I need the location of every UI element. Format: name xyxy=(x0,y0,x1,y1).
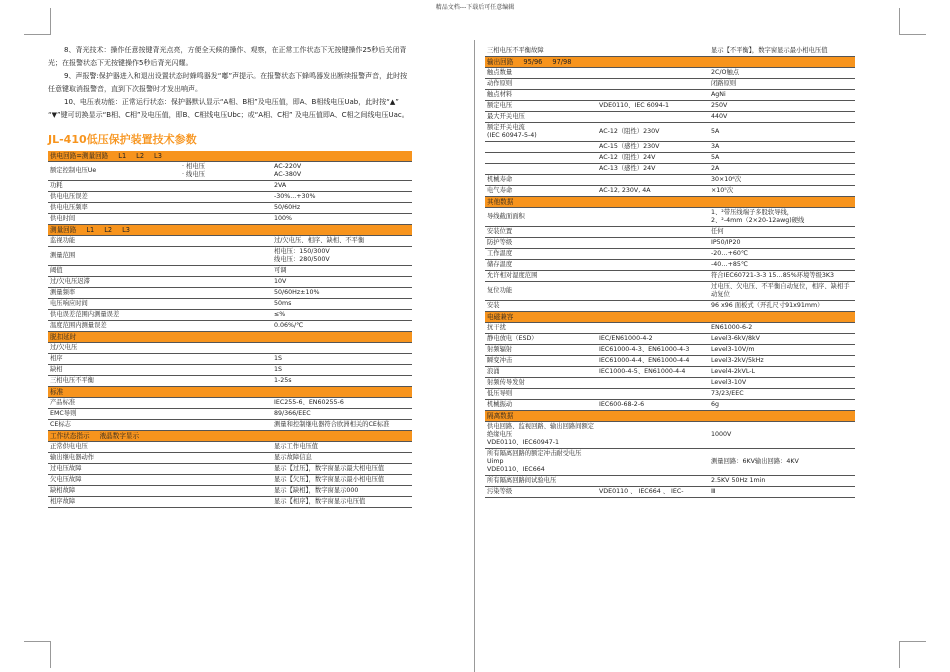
spec-row xyxy=(48,287,412,298)
param-name: 额定电压 xyxy=(485,101,597,112)
param-name: 测量范围 xyxy=(48,246,180,265)
spec-row xyxy=(485,301,855,312)
spec-row xyxy=(485,101,855,112)
spec-row xyxy=(485,186,855,197)
section-title: 电磁兼容 xyxy=(485,312,855,323)
param-value: Level3-2kV/5kHz xyxy=(709,356,855,367)
param-value: AgNi xyxy=(709,90,855,101)
param-value: 显示【相序】，数字窗显示电压值 xyxy=(272,496,412,507)
param-value: 显示故障信息 xyxy=(272,452,412,463)
param-value: 6g xyxy=(709,400,855,411)
param-condition xyxy=(180,287,272,298)
spec-row xyxy=(48,161,412,180)
param-value: 相电压：150/300V 线电压：280/500V xyxy=(272,246,412,265)
spec-row xyxy=(48,496,412,507)
section-header xyxy=(485,197,855,208)
param-name: EMC导则 xyxy=(48,408,180,419)
param-name: 额定开关电流 (IEC 60947-5-4) xyxy=(485,123,597,142)
param-condition xyxy=(597,260,709,271)
spec-row xyxy=(48,202,412,213)
param-name: 机械振动 xyxy=(485,400,597,411)
param-value: 1S xyxy=(272,364,412,375)
param-value: 过电压、欠电压、不平衡自动复位，相序、缺相手动复位 xyxy=(709,282,855,301)
param-value: 任何 xyxy=(709,227,855,238)
spec-row xyxy=(48,375,412,386)
param-condition xyxy=(180,375,272,386)
section-header xyxy=(485,312,855,323)
param-condition xyxy=(597,46,709,57)
spec-row xyxy=(485,334,855,345)
param-name: 工作温度 xyxy=(485,249,597,260)
right-spec-table xyxy=(485,46,855,498)
spec-row xyxy=(485,378,855,389)
spec-row xyxy=(48,298,412,309)
spec-row xyxy=(485,208,855,227)
param-name: 静电放电（ESD） xyxy=(485,334,597,345)
spec-row xyxy=(48,474,412,485)
param-condition xyxy=(597,476,709,487)
spec-row xyxy=(48,213,412,224)
param-name: 供电电压误差 xyxy=(48,191,180,202)
param-value: IP50/IP20 xyxy=(709,238,855,249)
param-condition: AC-12（阻性）230V xyxy=(597,123,709,142)
param-name: 所有隔离回路的额定冲击耐受电压Uimp VDE0110、IEC664 xyxy=(485,449,597,476)
param-name: 复位功能 xyxy=(485,282,597,301)
param-condition: AC-13（感性）24V xyxy=(597,164,709,175)
param-value: Level3-10V/m xyxy=(709,345,855,356)
spec-row xyxy=(485,449,855,476)
crop-mark-bottom-left xyxy=(24,641,51,668)
spec-row xyxy=(485,79,855,90)
spec-row xyxy=(48,419,412,430)
param-name: 欠电压故障 xyxy=(48,474,180,485)
param-name: 供电时间 xyxy=(48,213,180,224)
param-condition xyxy=(597,227,709,238)
param-value: 2C/O触点 xyxy=(709,68,855,79)
param-value: 显示【不平衡】，数字窗显示最小相电压值 xyxy=(709,46,855,57)
param-name: 电气寿命 xyxy=(485,186,597,197)
param-name: 安装位置 xyxy=(485,227,597,238)
spec-row xyxy=(485,238,855,249)
spec-row xyxy=(48,191,412,202)
param-value: ×10⁵次 xyxy=(709,186,855,197)
param-value xyxy=(272,342,412,353)
param-value: -40…+85℃ xyxy=(709,260,855,271)
left-spec-table xyxy=(48,151,412,508)
param-value: 96 x96 面板式（开孔尺寸91x91mm） xyxy=(709,301,855,312)
param-name xyxy=(485,153,597,164)
param-value: 测量和控制继电器符合欧洲相关的CE标准 xyxy=(272,419,412,430)
param-name: 射频传导发射 xyxy=(485,378,597,389)
spec-row xyxy=(48,463,412,474)
param-condition xyxy=(597,238,709,249)
spec-row xyxy=(485,345,855,356)
param-name: 最大开关电压 xyxy=(485,112,597,123)
param-condition: · 相电压 · 线电压 xyxy=(180,161,272,180)
spec-row xyxy=(485,487,855,498)
param-name: 所有隔离回路间试验电压 xyxy=(485,476,597,487)
param-value: 5A xyxy=(709,123,855,142)
section-title: 标准 xyxy=(48,386,412,397)
param-name: 产品标准 xyxy=(48,397,180,408)
section-header xyxy=(485,57,855,68)
spec-row xyxy=(485,112,855,123)
param-name: 功耗 xyxy=(48,180,180,191)
param-value: 闭路原则 xyxy=(709,79,855,90)
param-condition xyxy=(180,408,272,419)
param-condition xyxy=(597,301,709,312)
spec-row xyxy=(485,476,855,487)
param-condition: VDE0110、IEC 6094-1 xyxy=(597,101,709,112)
param-name: 测量频率 xyxy=(48,287,180,298)
param-value: 1、²带压线端子多股软导线， 2、²-4mm（2×20-12awg)硬线 xyxy=(709,208,855,227)
param-value: Level3-10V xyxy=(709,378,855,389)
param-name: 三相电压不平衡故障 xyxy=(485,46,597,57)
param-condition: IEC/EN61000-4-2 xyxy=(597,334,709,345)
param-name: 机械寿命 xyxy=(485,175,597,186)
spec-row xyxy=(485,142,855,153)
param-name: 储存温度 xyxy=(485,260,597,271)
param-value: 250V xyxy=(709,101,855,112)
param-value: 2.5KV 50Hz 1min xyxy=(709,476,855,487)
param-value: 100% xyxy=(272,213,412,224)
param-name: 动作原则 xyxy=(485,79,597,90)
spec-row xyxy=(48,320,412,331)
param-condition xyxy=(180,342,272,353)
spec-row xyxy=(485,323,855,334)
param-name: 抗干扰 xyxy=(485,323,597,334)
param-condition xyxy=(597,208,709,227)
spec-row xyxy=(48,309,412,320)
param-condition: AC-15（感性）230V xyxy=(597,142,709,153)
right-column xyxy=(485,46,855,498)
param-value: 符合IEC60721-3-3 15…85%环境等级3K3 xyxy=(709,271,855,282)
section-header xyxy=(48,331,412,342)
param-name: 温度范围内测量误差 xyxy=(48,320,180,331)
section-header xyxy=(48,224,412,235)
param-condition xyxy=(180,452,272,463)
param-condition xyxy=(180,265,272,276)
param-condition xyxy=(180,419,272,430)
section-header xyxy=(48,151,412,162)
param-name: 过/欠电压迟滞 xyxy=(48,276,180,287)
param-condition xyxy=(597,449,709,476)
param-name: 过电压故障 xyxy=(48,463,180,474)
param-value: 2A xyxy=(709,164,855,175)
param-value: 测量回路：6KV输出回路：4KV xyxy=(709,449,855,476)
param-value: Ⅲ xyxy=(709,487,855,498)
param-condition xyxy=(180,496,272,507)
spec-row xyxy=(48,408,412,419)
param-name: CE标志 xyxy=(48,419,180,430)
spec-row xyxy=(48,246,412,265)
param-condition xyxy=(597,175,709,186)
param-name: 阈值 xyxy=(48,265,180,276)
param-condition xyxy=(180,298,272,309)
param-condition: VDE0110 、 IEC664 、 IEC- xyxy=(597,487,709,498)
param-name: 正常供电电压 xyxy=(48,441,180,452)
section-title: 隔离数据 xyxy=(485,411,855,422)
crop-mark-top-right xyxy=(899,8,926,35)
param-condition xyxy=(180,276,272,287)
section-title: 其他数据 xyxy=(485,197,855,208)
param-condition xyxy=(180,191,272,202)
param-condition xyxy=(180,463,272,474)
param-value: 50ms xyxy=(272,298,412,309)
param-name: 额定控制电压Ue xyxy=(48,161,180,180)
param-condition xyxy=(180,441,272,452)
param-condition xyxy=(597,389,709,400)
param-condition xyxy=(180,309,272,320)
param-value: 73/23/EEC xyxy=(709,389,855,400)
spec-row xyxy=(48,364,412,375)
spec-row xyxy=(48,441,412,452)
param-value: 显示【缺相】，数字窗显示000 xyxy=(272,485,412,496)
param-name: 瞬变冲击 xyxy=(485,356,597,367)
spec-row xyxy=(485,422,855,449)
param-condition xyxy=(597,422,709,449)
param-name: 监视功能 xyxy=(48,235,180,246)
column-divider xyxy=(474,40,475,672)
param-name: 三相电压不平衡 xyxy=(48,375,180,386)
param-name: 安装 xyxy=(485,301,597,312)
param-condition xyxy=(180,353,272,364)
param-condition xyxy=(597,323,709,334)
param-name: 污染等级 xyxy=(485,487,597,498)
page-header: 精品文档---下载后可任意编辑 xyxy=(435,4,515,11)
param-value: -30%...+30% xyxy=(272,191,412,202)
spec-row xyxy=(48,452,412,463)
param-value: 89/366/EEC xyxy=(272,408,412,419)
paragraph-alarm: 9、声报警:保护器进入和退出设置状态时蜂鸣器发“嘟”声提示。在报警状态下蜂鸣器发出断续报警声音，此时按任意键取消报警音，直到下次报警时才发出响声。 xyxy=(48,72,408,94)
section-title: 测量回路 L1 L2 L3 xyxy=(48,224,412,235)
param-condition xyxy=(597,68,709,79)
spec-row xyxy=(485,249,855,260)
spec-row xyxy=(48,235,412,246)
crop-mark-top-left xyxy=(24,8,51,35)
spec-row xyxy=(485,46,855,57)
param-condition xyxy=(597,90,709,101)
section-title: 工作状态指示 液晶数字显示 xyxy=(48,430,412,441)
param-condition: IEC61000-4-3、EN61000-4-3 xyxy=(597,345,709,356)
param-name xyxy=(485,142,597,153)
param-condition xyxy=(180,180,272,191)
param-value: 0.06%/℃ xyxy=(272,320,412,331)
spec-row xyxy=(485,260,855,271)
param-name: 触点材料 xyxy=(485,90,597,101)
spec-row xyxy=(48,353,412,364)
param-value: IEC255-6、EN60255-6 xyxy=(272,397,412,408)
spec-row xyxy=(485,271,855,282)
param-condition: AC-12（阻性）24V xyxy=(597,153,709,164)
param-value: 5A xyxy=(709,153,855,164)
param-name: 相序故障 xyxy=(48,496,180,507)
param-condition: IEC600-68-2-6 xyxy=(597,400,709,411)
param-condition xyxy=(597,79,709,90)
spec-row xyxy=(485,153,855,164)
param-condition xyxy=(180,213,272,224)
param-value: 30×10⁶次 xyxy=(709,175,855,186)
crop-mark-bottom-right xyxy=(899,641,926,668)
param-condition: IEC1000-4-5、EN61000-4-4 xyxy=(597,367,709,378)
param-condition xyxy=(180,364,272,375)
section-header xyxy=(485,411,855,422)
spec-row xyxy=(48,276,412,287)
param-name: 浪涌 xyxy=(485,367,597,378)
param-name: 射频辐射 xyxy=(485,345,597,356)
spec-row xyxy=(485,164,855,175)
param-value: ≤% xyxy=(272,309,412,320)
spec-row xyxy=(48,397,412,408)
param-name: 输出继电器动作 xyxy=(48,452,180,463)
spec-row xyxy=(485,68,855,79)
paragraph-voltmeter: 10、电压表功能：正常运行状态：保护器默认显示“A相、B相”及电压值，即A、B相线电压Uab，此时按“▲” “▼”键可切换显示“B相、C相”及电压值，即B、C相线电压Ubc；或“A相、C相” 及电压值即A、C相之间线电压Uac。 xyxy=(48,98,409,120)
spec-row xyxy=(48,180,412,191)
spec-row xyxy=(485,367,855,378)
param-value: 1000V xyxy=(709,422,855,449)
param-name: 相序 xyxy=(48,353,180,364)
param-value: 可调 xyxy=(272,265,412,276)
spec-row xyxy=(485,123,855,142)
param-condition xyxy=(597,378,709,389)
param-value: 3A xyxy=(709,142,855,153)
spec-row xyxy=(485,356,855,367)
section-header xyxy=(48,386,412,397)
paragraph-backlight: 8、背光技术：操作任意按键背光点亮，方便全天候的操作、观察，在正常工作状态下无按键操作25秒后关闭背光；在报警状态下无按键操作5秒后背光闪耀。 xyxy=(48,46,407,68)
param-condition: IEC61000-4-4、EN61000-4-4 xyxy=(597,356,709,367)
param-name: 允许相对湿度范围 xyxy=(485,271,597,282)
param-name: 供电回路、监视回路、输出回路间额定绝缘电压 VDE0110、IEC60947-1 xyxy=(485,422,597,449)
param-condition xyxy=(597,282,709,301)
param-condition xyxy=(180,202,272,213)
spec-row xyxy=(485,227,855,238)
param-name: 供电电压频率 xyxy=(48,202,180,213)
section-header xyxy=(48,430,412,441)
spec-row xyxy=(48,265,412,276)
param-condition: AC-12, 230V, 4A xyxy=(597,186,709,197)
section-title: 输出回路 95/96 97/98 xyxy=(485,57,855,68)
param-condition xyxy=(180,246,272,265)
param-name: 导线截面面积 xyxy=(485,208,597,227)
left-column xyxy=(48,44,412,508)
param-value: 2VA xyxy=(272,180,412,191)
param-value: 1-25s xyxy=(272,375,412,386)
section-title: 供电回路=测量回路 L1 L2 L3 xyxy=(48,151,412,162)
param-name: 触点数量 xyxy=(485,68,597,79)
param-name: 缺相故障 xyxy=(48,485,180,496)
param-value: 显示【欠压】，数字窗显示最小相电压值 xyxy=(272,474,412,485)
section-title: 脱扣延时 xyxy=(48,331,412,342)
param-condition xyxy=(180,397,272,408)
spec-row xyxy=(485,175,855,186)
param-condition xyxy=(597,112,709,123)
param-name: 电压响应时间 xyxy=(48,298,180,309)
param-value: 显示工作电压值 xyxy=(272,441,412,452)
param-name: 供电误差范围内测量误差 xyxy=(48,309,180,320)
param-condition xyxy=(180,320,272,331)
spec-title: JL-410低压保护装置技术参数 xyxy=(48,132,197,146)
param-value: Level4-2kVL-L xyxy=(709,367,855,378)
param-value: Level3-6kV/8kV xyxy=(709,334,855,345)
spec-row xyxy=(485,389,855,400)
param-name: 低压导则 xyxy=(485,389,597,400)
param-value: 50/60Hz xyxy=(272,202,412,213)
param-condition xyxy=(180,474,272,485)
param-value: -20…+60℃ xyxy=(709,249,855,260)
param-name: 过/欠电压 xyxy=(48,342,180,353)
spec-row xyxy=(48,342,412,353)
param-name xyxy=(485,164,597,175)
param-value: 过/欠电压、相序、缺相、不平衡 xyxy=(272,235,412,246)
param-value: 440V xyxy=(709,112,855,123)
param-value: 10V xyxy=(272,276,412,287)
param-value: 50/60Hz±10% xyxy=(272,287,412,298)
param-value: 显示【过压】，数字窗显示最大相电压值 xyxy=(272,463,412,474)
param-condition xyxy=(180,485,272,496)
spec-row xyxy=(485,282,855,301)
spec-row xyxy=(485,400,855,411)
param-value: AC-220V AC-380V xyxy=(272,161,412,180)
spec-row xyxy=(485,90,855,101)
param-name: 缺相 xyxy=(48,364,180,375)
param-value: 1S xyxy=(272,353,412,364)
param-name: 防护等级 xyxy=(485,238,597,249)
param-condition xyxy=(597,271,709,282)
param-condition xyxy=(180,235,272,246)
param-value: EN61000-6-2 xyxy=(709,323,855,334)
param-condition xyxy=(597,249,709,260)
spec-row xyxy=(48,485,412,496)
